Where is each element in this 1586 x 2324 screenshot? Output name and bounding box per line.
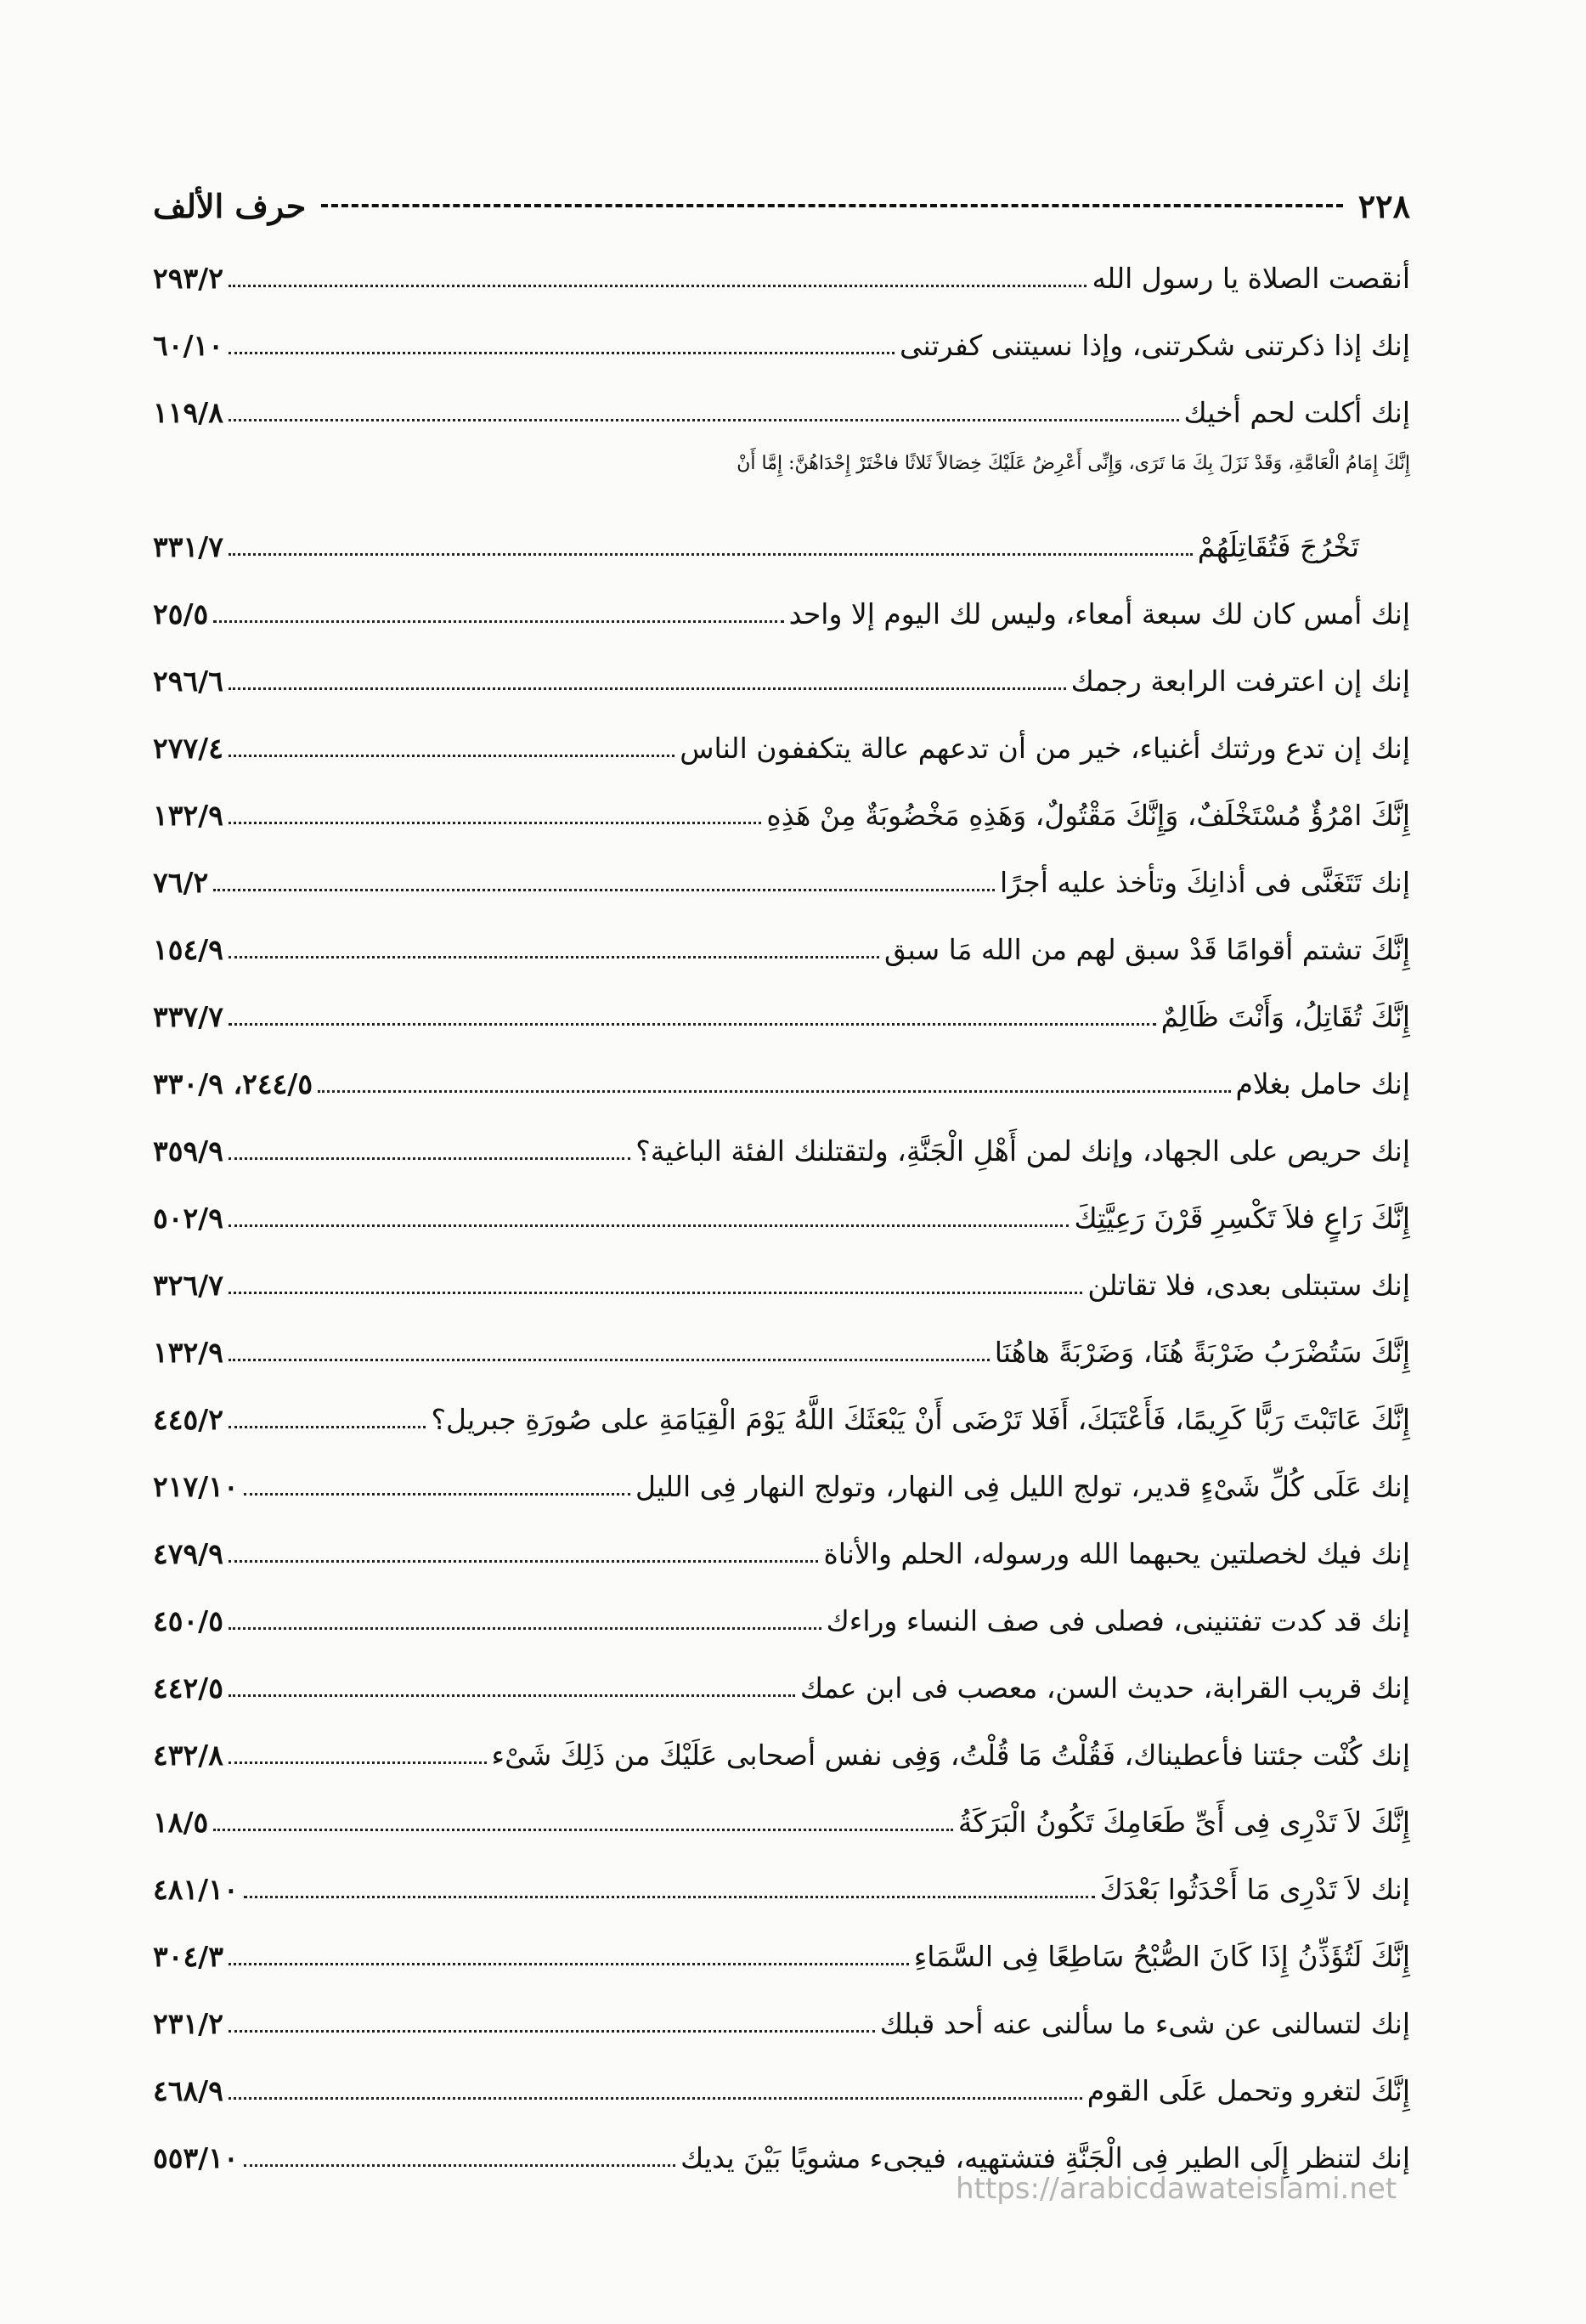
dot-leader xyxy=(213,620,783,623)
index-entry xyxy=(153,2052,1410,2119)
entry-reference: ١٣٢/٩ xyxy=(153,799,223,832)
dot-leader xyxy=(229,1426,426,1428)
index-entry xyxy=(153,1045,1410,1112)
entry-reference: ٤٣٢/٨ xyxy=(153,1739,223,1772)
dot-leader xyxy=(229,822,761,824)
entry-reference: ١٨/٥ xyxy=(153,1806,209,1839)
index-entry xyxy=(153,911,1410,978)
dot-leader xyxy=(229,1761,487,1764)
index-entry xyxy=(153,374,1410,441)
dot-leader xyxy=(229,1359,990,1361)
dot-leader xyxy=(229,553,1193,556)
entry-reference: ١٣٢/٩ xyxy=(153,1336,223,1369)
index-entry xyxy=(153,1918,1410,1985)
entry-text: إنك عَلَى كُلِّ شَىْءٍ قدير، تولج الليل فِى النهار، وتولج النهار فِى الليل xyxy=(635,1470,1410,1503)
index-entry xyxy=(153,1851,1410,1918)
entry-reference: ٢٩٣/٢ xyxy=(153,262,223,295)
entry-text: إِنَّكَ تُقَاتِلُ، وَأَنْتَ ظَالِمٌ xyxy=(1160,1000,1410,1033)
entry-text: إنك أكلت لحم أخيك xyxy=(1183,396,1410,429)
dot-leader xyxy=(229,419,1179,421)
entry-text: إِنَّكَ لَتُؤَذِّنُ إِذَا كَانَ الصُّبْحُ سَاطِعًا فِى السَّمَاءِ xyxy=(913,1940,1410,1973)
dot-leader xyxy=(213,889,995,891)
dot-leader xyxy=(229,352,895,354)
entry-text: إنك إن تدع ورثتك أغنياء، خير من أن تدعهم عالة يتكففون الناس xyxy=(680,732,1410,765)
index-entry xyxy=(153,1314,1410,1381)
dot-leader xyxy=(229,1560,819,1563)
entry-reference: ٤٤٢/٥ xyxy=(153,1671,223,1705)
dot-leader xyxy=(229,755,674,757)
dot-leader xyxy=(229,285,1087,287)
dot-leader xyxy=(229,687,1066,690)
entry-text: إنك إذا ذكرتنى شكرتنى، وإذا نسيتنى كفرتنى xyxy=(899,329,1410,362)
section-title: حرف الألف xyxy=(153,186,307,225)
index-entry xyxy=(153,1179,1410,1247)
entry-text: إِنَّكَ تشتم أقوامًا قَدْ سبق لهم من الله مَا سبق xyxy=(884,933,1410,966)
dot-leader xyxy=(244,1896,1095,1898)
index-entry xyxy=(153,441,1410,575)
entry-reference: ٥٥٣/١٠ xyxy=(153,2141,239,2174)
entry-text: إِنَّكَ إِمَامُ الْعَامَّةِ، وَقَدْ نَزَلَ بِكَ مَا تَرَى، وَإِنِّى أَعْرِضُ عَلَيْكَ خِصَالاً ثَلاثًا فاخْتَرْ إِحْدَاهُنَّ: إِمَّا أَنْ xyxy=(737,453,1410,474)
index-entry xyxy=(153,844,1410,911)
dot-leader xyxy=(229,956,879,958)
index-entry xyxy=(153,1985,1410,2052)
entry-text: إنك حامل بغلام xyxy=(1235,1067,1410,1100)
entry-text: إِنَّكَ سَتُضْرَبُ ضَرْبَةً هُنَا، وَضَرْبَةً هاهُنَا xyxy=(994,1336,1410,1369)
index-entry xyxy=(153,1247,1410,1314)
entry-reference: ٣٢٦/٧ xyxy=(153,1269,223,1302)
entry-reference: ٣٣١/٧ xyxy=(153,530,223,563)
index-entry xyxy=(153,1448,1410,1515)
entry-text: إنك لاَ تَدْرِى مَا أَحْدَثُوا بَعْدَكَ xyxy=(1099,1873,1410,1906)
entry-reference: ١١٩/٨ xyxy=(153,396,223,429)
index-entry xyxy=(153,1649,1410,1716)
index-entry xyxy=(153,307,1410,374)
index-entry xyxy=(153,1381,1410,1448)
index-entry xyxy=(153,777,1410,844)
dot-leader xyxy=(229,2097,1082,2100)
entry-reference: ٢٧٧/٤ xyxy=(153,732,223,765)
entry-text: إنك تَتَغَنَّى فى أذانِكَ وتأخذ عليه أجرًا xyxy=(999,866,1410,899)
watermark-url: https://arabicdawateislami.net xyxy=(956,2172,1397,2206)
entry-text: إنك أمس كان لك سبعة أمعاء، وليس لك اليوم إلا واحد xyxy=(788,597,1410,630)
entry-reference: ٤٦٨/٩ xyxy=(153,2074,223,2107)
entry-text: إِنَّكَ لاَ تَدْرِى فِى أَىِّ طَعَامِكَ تَكُونُ الْبَرَكَةُ xyxy=(957,1806,1410,1839)
index-entry xyxy=(153,240,1410,307)
entry-reference: ٧٦/٢ xyxy=(153,866,209,899)
entry-text: إنك لتسالنى عن شىء ما سألنى عنه أحد قبلك xyxy=(879,2007,1410,2040)
index-entry xyxy=(153,710,1410,777)
entry-reference: ٢٩٦/٦ xyxy=(153,664,223,698)
dot-leader xyxy=(229,1963,909,1965)
entry-text: إِنَّكَ رَاعٍ فلاَ تَكْسِرِ قَرْنَ رَعِيَّتِكَ xyxy=(1074,1202,1410,1235)
entry-text: إِنَّكَ لتغرو وتحمل عَلَى القوم xyxy=(1086,2074,1410,2107)
entry-reference: ٦٠/١٠ xyxy=(153,329,223,362)
entry-text: إنك كُنْت جئتنا فأعطيناك، فَقُلْتُ مَا قُلْتُ، وَفِى نفس أصحابى عَلَيْكَ من ذَلِكَ شَىْء xyxy=(491,1739,1410,1772)
entry-reference: ٣٣٧/٧ xyxy=(153,1000,223,1033)
entry-text: إنك إن اعترفت الرابعة رجمك xyxy=(1070,664,1410,698)
dot-leader xyxy=(229,1627,821,1630)
entry-text: إنك حريص على الجهاد، وإنك لمن أَهْلِ الْجَنَّةِ، ولتقتلنك الفئة الباغية؟ xyxy=(635,1134,1410,1168)
dot-leader xyxy=(229,1292,1082,1294)
index-entries xyxy=(153,240,1410,2186)
entry-text: إنك ستبتلى بعدى، فلا تقاتلن xyxy=(1087,1269,1410,1302)
dot-leader xyxy=(318,1090,1230,1093)
dot-leader xyxy=(213,1829,953,1831)
header-rule xyxy=(321,204,1343,207)
dot-leader xyxy=(244,1493,630,1496)
index-entry xyxy=(153,1112,1410,1179)
entry-reference: ٤٥٠/٥ xyxy=(153,1604,223,1637)
entry-reference: ٢٣١/٢ xyxy=(153,2007,223,2040)
entry-reference: ٢١٧/١٠ xyxy=(153,1470,239,1503)
entry-text: إنك فيك لخصلتين يحبهما الله ورسوله، الحلم والأناة xyxy=(823,1537,1410,1570)
entry-text: إِنَّكَ عَاتَبْتَ رَبًّا كَرِيمًا، فَأَعْتَبَكَ، أَفَلا تَرْضَى أَنْ يَبْعَثَكَ اللَّهُ يَوْمَ الْقِيَامَةِ على صُورَةِ جبريل؟ xyxy=(431,1403,1410,1436)
index-entry xyxy=(153,1716,1410,1784)
entry-reference: ٤٤٥/٢ xyxy=(153,1403,223,1436)
entry-reference: ٤٧٩/٩ xyxy=(153,1537,223,1570)
entry-text-continuation: تَخْرُجَ فَتُقَاتِلَهُمْ xyxy=(1197,530,1359,563)
entry-text: إنك قد كدت تفتنينى، فصلى فى صف النساء وراءك xyxy=(826,1604,1410,1637)
dot-leader xyxy=(229,1224,1070,1227)
entry-reference: ٣٥٩/٩ xyxy=(153,1134,223,1168)
page-number: ٢٢٨ xyxy=(1357,186,1410,225)
index-entry xyxy=(153,1582,1410,1649)
entry-reference: ٢٤٤/٥، ٣٣٠/٩ xyxy=(153,1067,313,1100)
dot-leader xyxy=(244,2164,675,2167)
dot-leader xyxy=(229,2030,875,2033)
dot-leader xyxy=(229,1023,1156,1026)
index-entry xyxy=(153,1515,1410,1582)
index-entry xyxy=(153,642,1410,710)
entry-reference: ١٥٤/٩ xyxy=(153,933,223,966)
entry-text: إنك قريب القرابة، حديث السن، معصب فى ابن عمك xyxy=(799,1671,1410,1705)
dot-leader xyxy=(229,1694,795,1697)
index-entry xyxy=(153,575,1410,642)
entry-reference: ٢٥/٥ xyxy=(153,597,209,630)
entry-text: إِنَّكَ امْرُؤٌ مُسْتَخْلَفٌ، وَإِنَّكَ مَقْتُولٌ، وَهَذِهِ مَخْضُوبَةٌ مِنْ هَذِهِ xyxy=(766,799,1410,832)
index-entry xyxy=(153,978,1410,1045)
entry-text: أنقصت الصلاة يا رسول الله xyxy=(1092,262,1410,295)
entry-reference: ٣٠٤/٣ xyxy=(153,1940,223,1973)
entry-reference: ٥٠٢/٩ xyxy=(153,1202,223,1235)
entry-reference: ٤٨١/١٠ xyxy=(153,1873,239,1906)
index-entry xyxy=(153,1784,1410,1851)
dot-leader xyxy=(229,1157,630,1160)
page-header xyxy=(153,180,1410,231)
entry-text: إنك لتنظر إِلَى الطير فِى الْجَنَّةِ فتشتهيه، فيجىء مشويًا بَيْنَ يديك xyxy=(680,2141,1410,2174)
